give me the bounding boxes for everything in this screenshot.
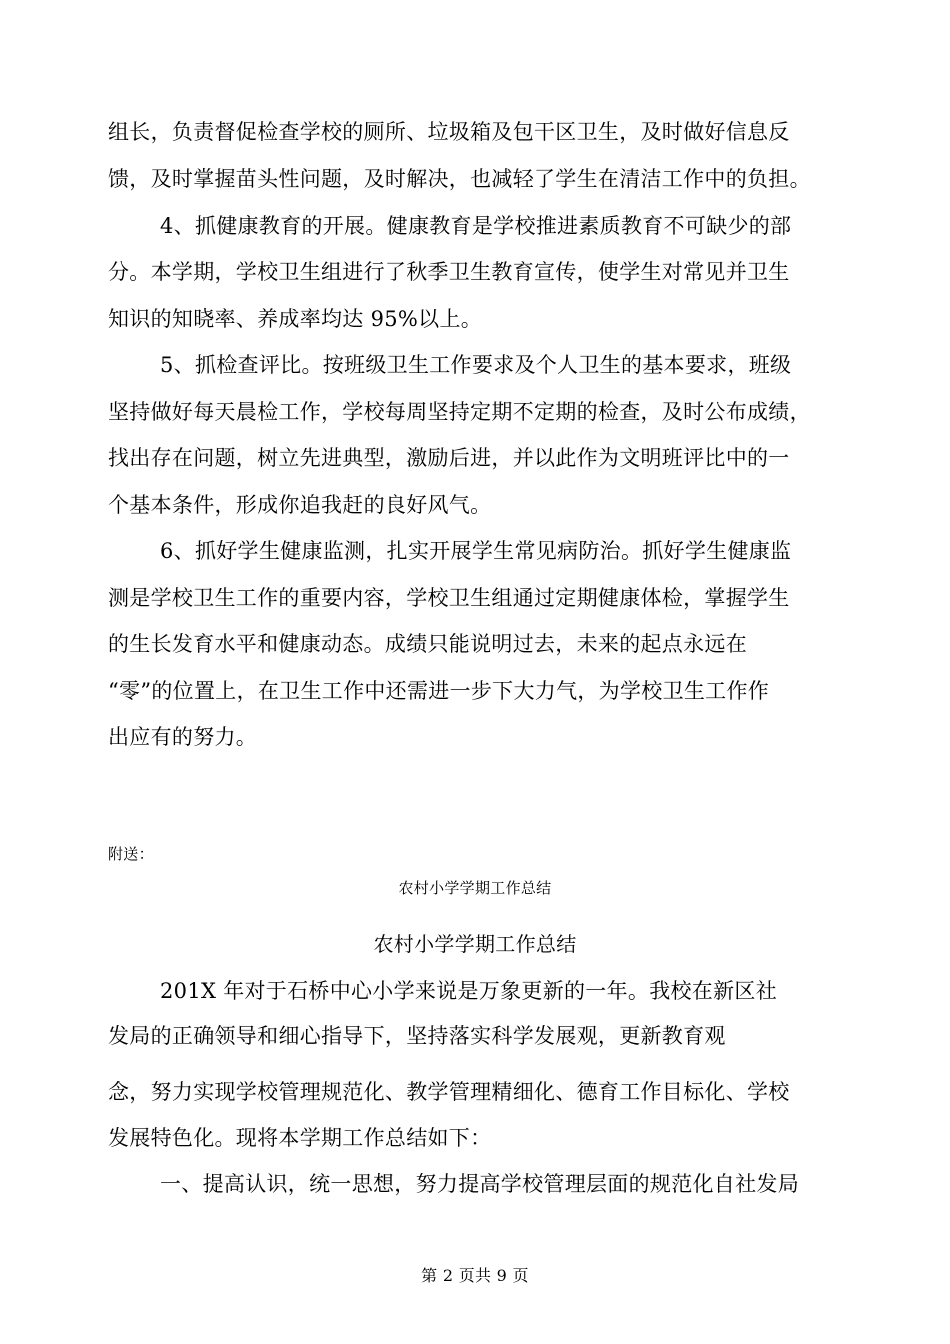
appendix-small-title: 农村小学学期工作总结 <box>398 879 552 897</box>
body-line: 馈，及时掌握苗头性问题，及时解决，也减轻了学生在清洁工作中的负担。 <box>108 167 811 191</box>
body-line: 测是学校卫生工作的重要内容，学校卫生组通过定期健康体检，掌握学生 <box>108 586 790 610</box>
body-line: “零”的位置上，在卫生工作中还需进一步下大力气，为学校卫生工作作 <box>108 679 770 703</box>
body-line: 找出存在问题，树立先进典型，激励后进，并以此作为文明班评比中的一 <box>108 446 790 470</box>
body-line: 的生长发育水平和健康动态。成绩只能说明过去，未来的起点永远在 <box>108 632 747 656</box>
appendix-label: 附送： <box>108 845 154 863</box>
body-line: 坚持做好每天晨检工作，学校每周坚持定期不定期的检查，及时公布成绩， <box>108 400 811 424</box>
appendix-line: 201X 年对于石桥中心小学来说是万象更新的一年。我校在新区社 <box>160 979 778 1003</box>
page-footer: 第 2 页共 9 页 <box>421 1266 529 1285</box>
body-line: 知识的知晓率、养成率均达 95%以上。 <box>108 307 483 331</box>
appendix-line: 念，努力实现学校管理规范化、教学管理精细化、德育工作目标化、学校 <box>108 1080 790 1104</box>
appendix-line: 一、提高认识，统一思想，努力提高学校管理层面的规范化自社发局 <box>160 1172 799 1196</box>
body-line: 6、抓好学生健康监测，扎实开展学生常见病防治。抓好学生健康监 <box>160 539 792 563</box>
appendix-line: 发展特色化。现将本学期工作总结如下： <box>108 1126 492 1150</box>
appendix-title: 农村小学学期工作总结 <box>373 932 577 956</box>
body-line: 分。本学期，学校卫生组进行了秋季卫生教育宣传，使学生对常见并卫生 <box>108 260 790 284</box>
appendix-line: 发局的正确领导和细心指导下，坚持落实科学发展观，更新教育观 <box>108 1024 726 1048</box>
body-line: 出应有的努力。 <box>108 725 258 749</box>
body-line: 5、抓检查评比。按班级卫生工作要求及个人卫生的基本要求，班级 <box>160 353 792 377</box>
body-line: 4、抓健康教育的开展。健康教育是学校推进素质教育不可缺少的部 <box>160 214 792 238</box>
body-line: 组长，负责督促检查学校的厕所、垃圾箱及包干区卫生，及时做好信息反 <box>108 120 790 144</box>
body-line: 个基本条件，形成你追我赶的良好风气。 <box>108 493 492 517</box>
